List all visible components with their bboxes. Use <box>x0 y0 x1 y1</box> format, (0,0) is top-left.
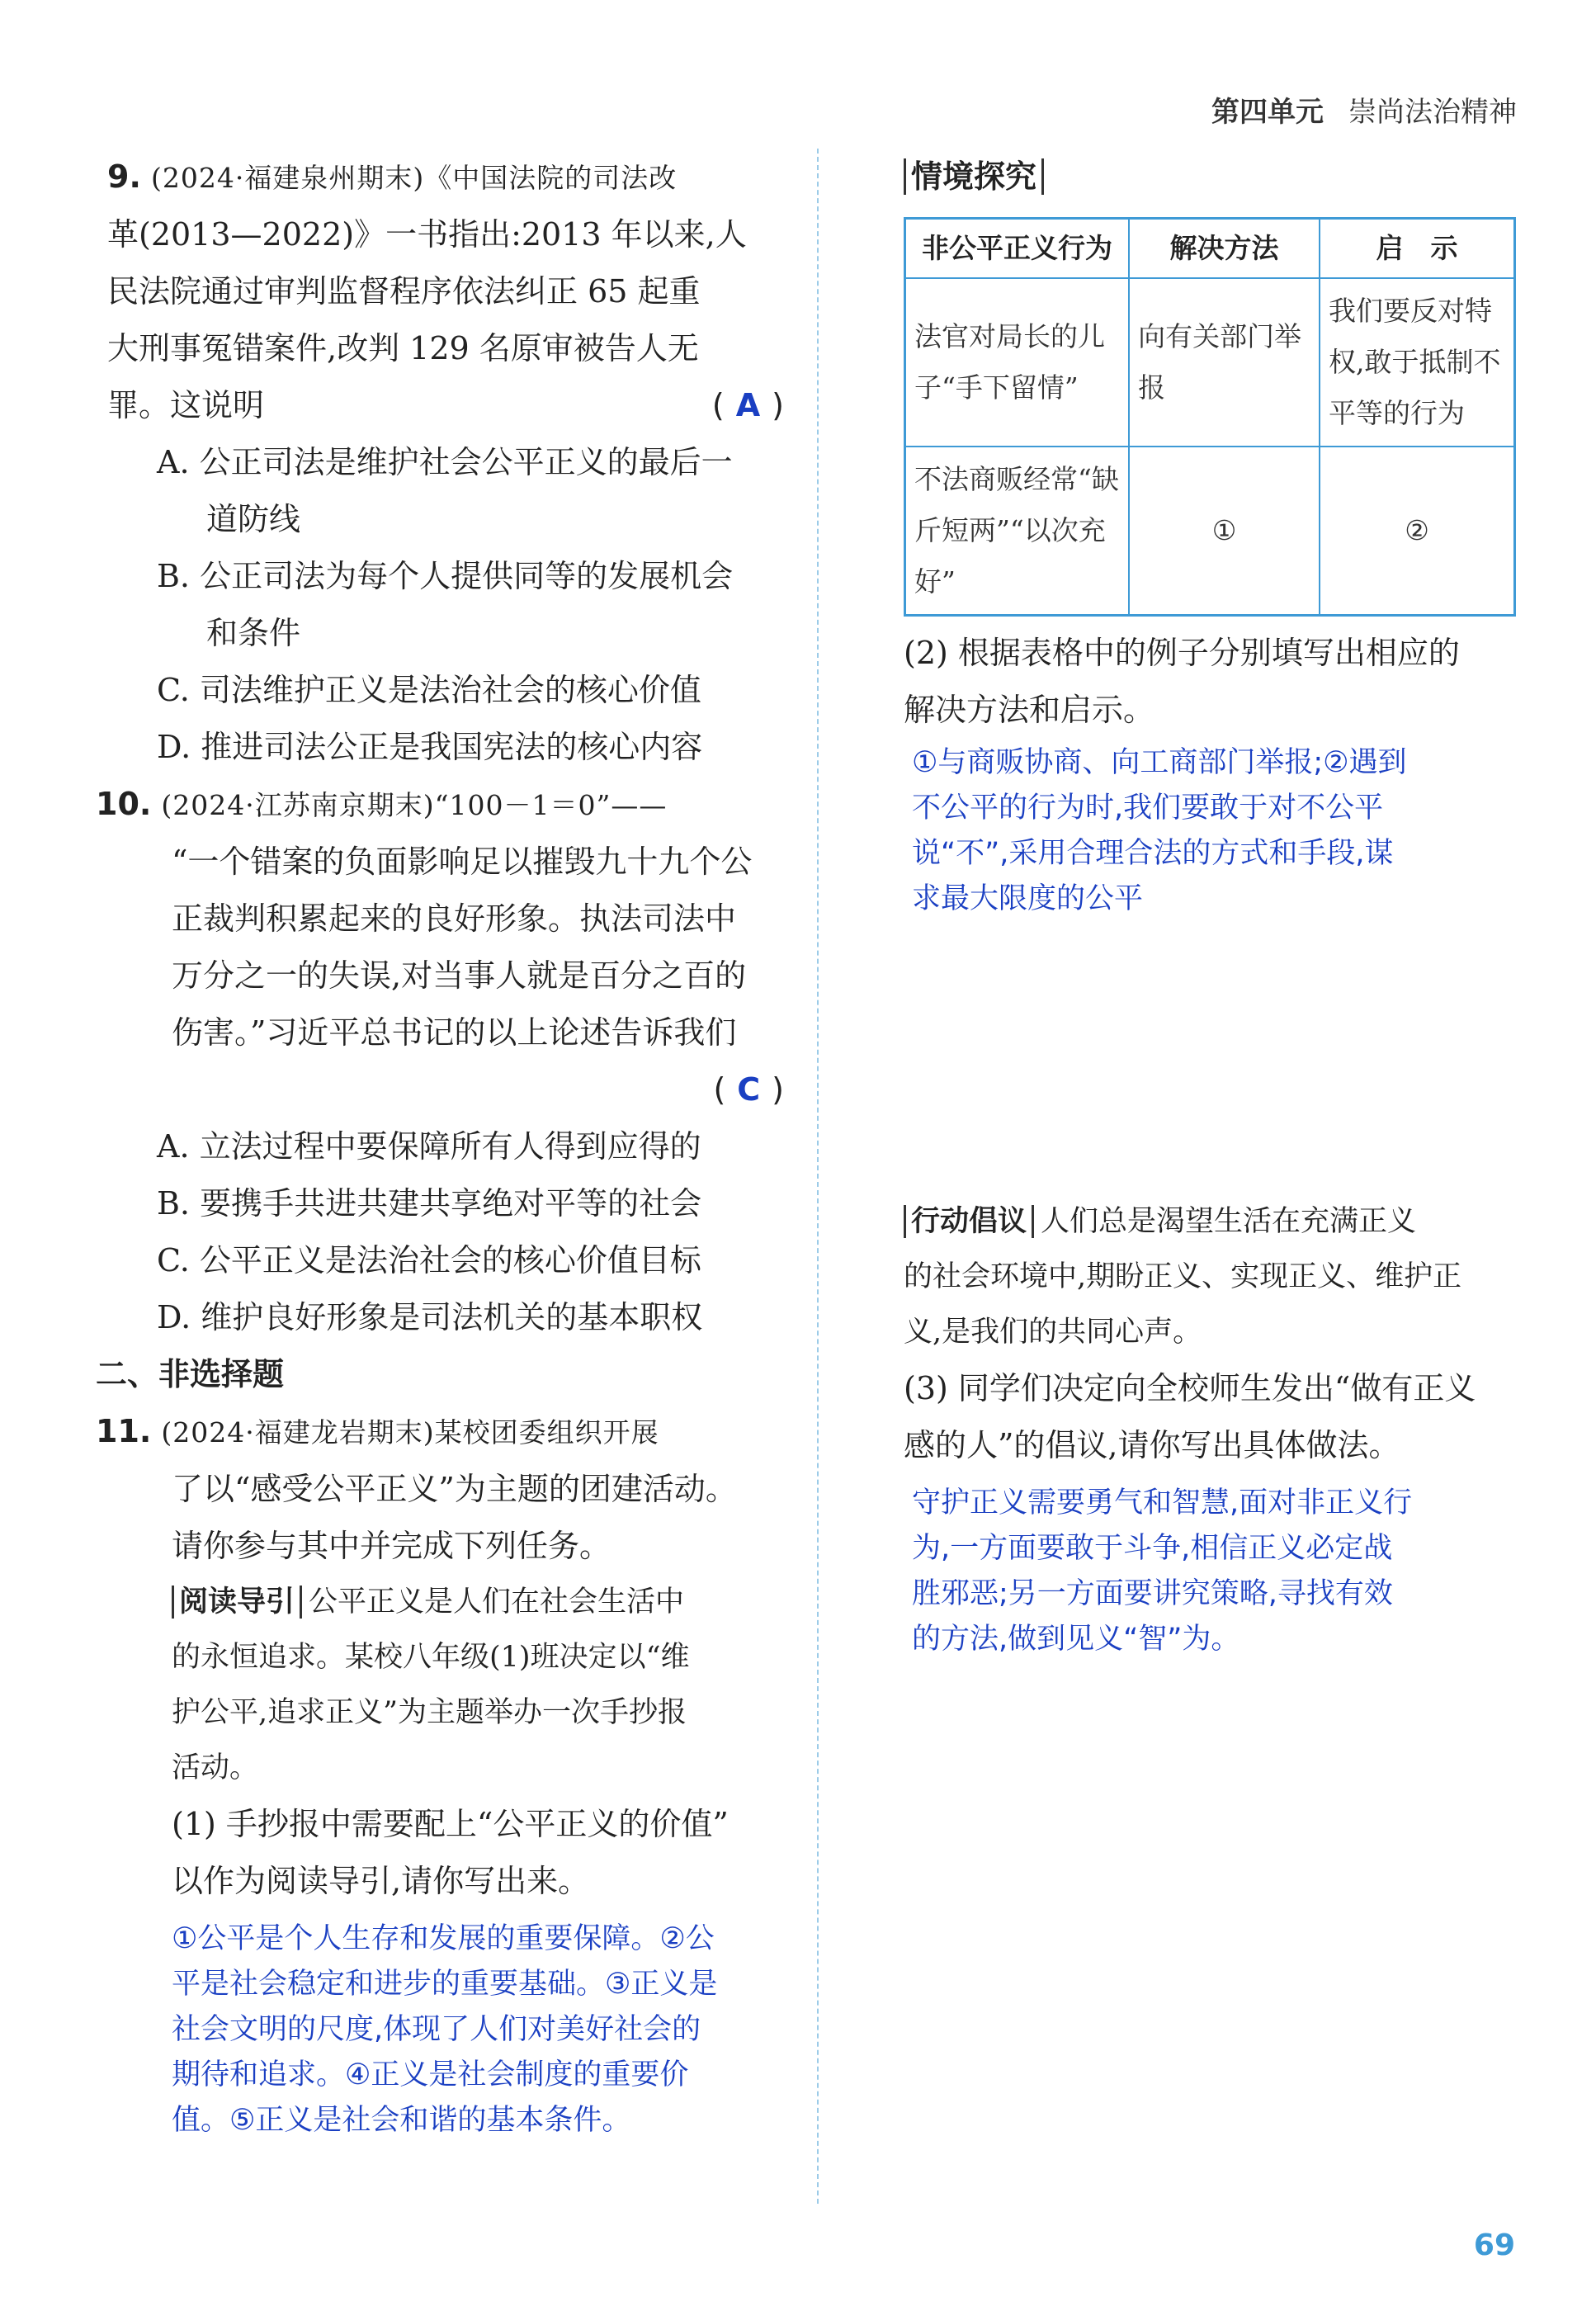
question-text: 了以“感受公平正义”为主题的团建活动。 <box>172 1471 737 1507</box>
answer-1: ①公平是个人生存和发展的重要保障。②公 平是社会稳定和进步的重要基础。③正义是 社会文明的尺度,体现了人们对美好社会的 期待和追求。④正义是社会制度的重要价 值。⑤正义是社会和谐的基本条件。 <box>172 1922 718 2137</box>
option-b: B. 要携手共进共建共享绝对平等的社会 <box>157 1185 702 1222</box>
answer-letter: A <box>735 387 761 423</box>
sub-question-2: (2) 根据表格中的例子分别填写出相应的 <box>904 635 1460 671</box>
question-11 <box>96 1403 784 2143</box>
table-cell: 不法商贩经常“缺斤短两”“以次充好” <box>905 447 1130 616</box>
section-title: 二、非选择题 <box>96 1356 285 1392</box>
table-cell: 我们要反对特权,敢于抵制不平等的行为 <box>1320 278 1515 447</box>
table-cell: 向有关部门举报 <box>1129 278 1320 447</box>
unit-label: 第四单元 <box>1211 96 1324 129</box>
sub-question-2: 解决方法和启示。 <box>904 692 1155 728</box>
table-header: 解决方法 <box>1129 219 1320 279</box>
left-column <box>96 149 784 2143</box>
answer-2: ①与商贩协商、向工商部门举报;②遇到 不公平的行为时,我们要敢于对不公平 说“不”,采用合理合法的方式和手段,谋 求最大限度的公平 <box>912 746 1407 915</box>
page-header <box>1211 89 1517 130</box>
question-text: (2024·江苏南京期末)“100－1＝0”—— <box>161 789 668 821</box>
option-b-cont: 和条件 <box>206 615 301 651</box>
question-text: 伤害。”习近平总书记的以上论述告诉我们 <box>172 1014 737 1051</box>
question-text: 大刑事冤错案件,改判 129 名原审被告人无 <box>107 330 699 366</box>
question-text: 民法院通过审判监督程序依法纠正 65 起重 <box>107 273 701 310</box>
option-d: D. 维护良好形象是司法机关的基本职权 <box>157 1299 703 1335</box>
answer-bracket: ( C ) <box>713 1071 784 1108</box>
table-row <box>905 278 1515 447</box>
option-a-cont: 道防线 <box>206 501 301 537</box>
question-text: (2024·福建龙岩期末)某校团委组织开展 <box>161 1416 659 1449</box>
reading-text: 护公平,追求正义”为主题举办一次手抄报 <box>172 1696 687 1729</box>
question-9 <box>107 149 784 776</box>
action-text: 人们总是渴望生活在充满正义 <box>1041 1205 1417 1238</box>
option-a: A. 立法过程中要保障所有人得到应得的 <box>157 1128 701 1165</box>
option-c: C. 公平正义是法治社会的核心价值目标 <box>157 1242 701 1278</box>
question-text: 正裁判积累起来的良好形象。执法司法中 <box>172 900 737 937</box>
reading-text: 活动。 <box>172 1751 259 1784</box>
answer-3: 守护正义需要勇气和智慧,面对非正义行 为,一方面要敢于斗争,相信正义必定战 胜邪恶;另一方面要讲究策略,寻找有效 的方法,做到见义“智”为。 <box>912 1486 1413 1656</box>
scene-tag: 情境探究 <box>904 158 1044 195</box>
page-number: 69 <box>1473 2228 1515 2262</box>
scene-table <box>904 217 1516 617</box>
question-text: 革(2013—2022)》一书指出:2013 年以来,人 <box>107 216 747 253</box>
question-text: (2024·福建泉州期末)《中国法院的司法改 <box>150 162 678 194</box>
option-c: C. 司法维护正义是法治社会的核心价值 <box>157 672 701 708</box>
action-text: 义,是我们的共同心声。 <box>904 1316 1202 1349</box>
answer-letter: C <box>737 1071 761 1108</box>
reading-text: 的永恒追求。某校八年级(1)班决定以“维 <box>172 1641 690 1674</box>
table-cell: ② <box>1320 447 1515 616</box>
action-text: 的社会环境中,期盼正义、实现正义、维护正 <box>904 1260 1462 1293</box>
table-row <box>905 447 1515 616</box>
right-column <box>904 149 1523 1662</box>
question-number: 9. <box>107 158 141 195</box>
option-b: B. 公正司法为每个人提供同等的发展机会 <box>157 558 734 594</box>
sub-question-3: 感的人”的倡议,请你写出具体做法。 <box>904 1427 1400 1463</box>
question-text: 请你参与其中并完成下列任务。 <box>172 1528 611 1564</box>
question-number: 11. <box>96 1413 152 1449</box>
unit-title: 崇尚法治精神 <box>1348 96 1517 129</box>
question-text: “一个错案的负面影响足以摧毁九十九个公 <box>172 844 753 880</box>
question-number: 10. <box>96 786 152 822</box>
option-d: D. 推进司法公正是我国宪法的核心内容 <box>157 729 703 765</box>
answer-bracket: ( A ) <box>711 387 784 423</box>
option-a: A. 公正司法是维护社会公平正义的最后一 <box>157 444 733 480</box>
sub-question-1: 以作为阅读导引,请你写出来。 <box>172 1863 590 1899</box>
reading-guide-tag: 阅读导引 <box>172 1586 302 1619</box>
action-tag: 行动倡议 <box>904 1205 1034 1238</box>
reading-text: 公平正义是人们在社会生活中 <box>309 1586 685 1619</box>
sub-question-1: (1) 手抄报中需要配上“公平正义的价值” <box>172 1806 729 1842</box>
column-divider <box>817 149 819 2204</box>
question-text: 罪。这说明 <box>107 387 265 423</box>
question-text: 万分之一的失误,对当事人就是百分之百的 <box>172 957 747 994</box>
question-10 <box>96 776 784 1346</box>
table-header: 非公平正义行为 <box>905 219 1130 279</box>
table-cell: 法官对局长的儿子“手下留情” <box>905 278 1130 447</box>
action-section <box>904 1194 1523 1662</box>
table-header: 启 示 <box>1320 219 1515 279</box>
table-cell: ① <box>1129 447 1320 616</box>
sub-question-3: (3) 同学们决定向全校师生发出“做有正义 <box>904 1370 1476 1406</box>
